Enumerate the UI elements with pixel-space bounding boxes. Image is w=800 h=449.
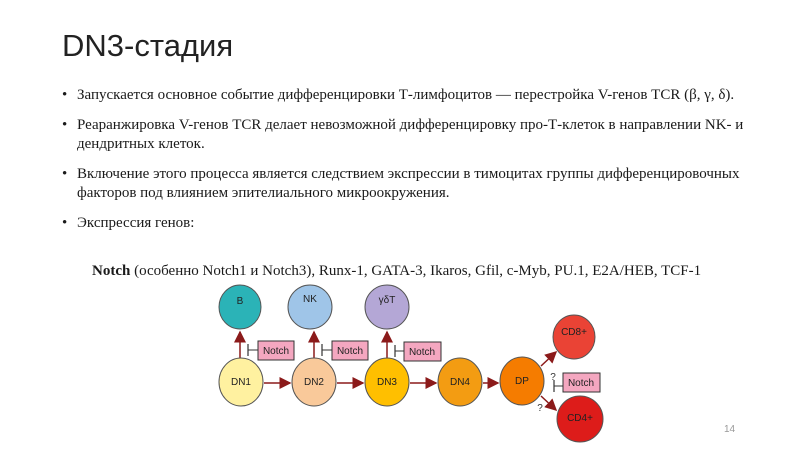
gene-rest: (особенно Notch1 и Notch3), Runx-1, GATA-3, Ikaros, Gfil, c-Myb, PU.1, E2A/HEB, TCF-1 bbox=[130, 263, 702, 279]
b-cell-label: B bbox=[236, 296, 244, 307]
cd8-label: CD8+ bbox=[561, 327, 587, 338]
page-number: 14 bbox=[724, 424, 736, 435]
arrow-dp-cd8 bbox=[541, 352, 556, 366]
bullet-item: • Экспрессия генов: bbox=[62, 214, 752, 234]
cd4-label: CD4+ bbox=[567, 413, 593, 424]
b-cell-node bbox=[219, 285, 261, 329]
dn3-label: DN3 bbox=[376, 377, 398, 388]
notch-label-4: Notch bbox=[567, 378, 595, 389]
gdt-cell-node bbox=[365, 285, 409, 329]
dn4-label: DN4 bbox=[449, 377, 471, 388]
gdt-cell-label: γδT bbox=[378, 295, 396, 306]
arrow-dp-cd4 bbox=[541, 396, 556, 410]
dn1-label: DN1 bbox=[230, 377, 252, 388]
notch-label-3: Notch bbox=[408, 347, 436, 358]
notch-label-1: Notch bbox=[262, 346, 290, 357]
bullet-item: • Реаранжировка V-генов TCR делает невозможной дифференцировку про-Т-клеток в направлении NK- и дендритных клеток. bbox=[62, 116, 752, 155]
gene-lead: Notch bbox=[92, 263, 131, 279]
nk-cell-node bbox=[288, 285, 332, 329]
bullet-item: • Запускается основное событие дифференцировки Т-лимфоцитов — перестройка V-генов TCR (β, γ, δ). bbox=[62, 86, 752, 106]
question-mark-2: ? bbox=[537, 403, 543, 414]
bullet-item: • Включение этого процесса является следствием экспрессии в тимоцитах группы дифференцировочных факторов под влиянием эпителиального микроокружения. bbox=[62, 165, 752, 204]
notch-label-2: Notch bbox=[336, 346, 364, 357]
dp-label: DP bbox=[515, 376, 529, 387]
question-mark-1: ? bbox=[550, 372, 556, 383]
slide-title: DN3-стадия bbox=[62, 28, 234, 63]
nk-cell-label: NK bbox=[303, 294, 317, 305]
dn2-label: DN2 bbox=[303, 377, 325, 388]
